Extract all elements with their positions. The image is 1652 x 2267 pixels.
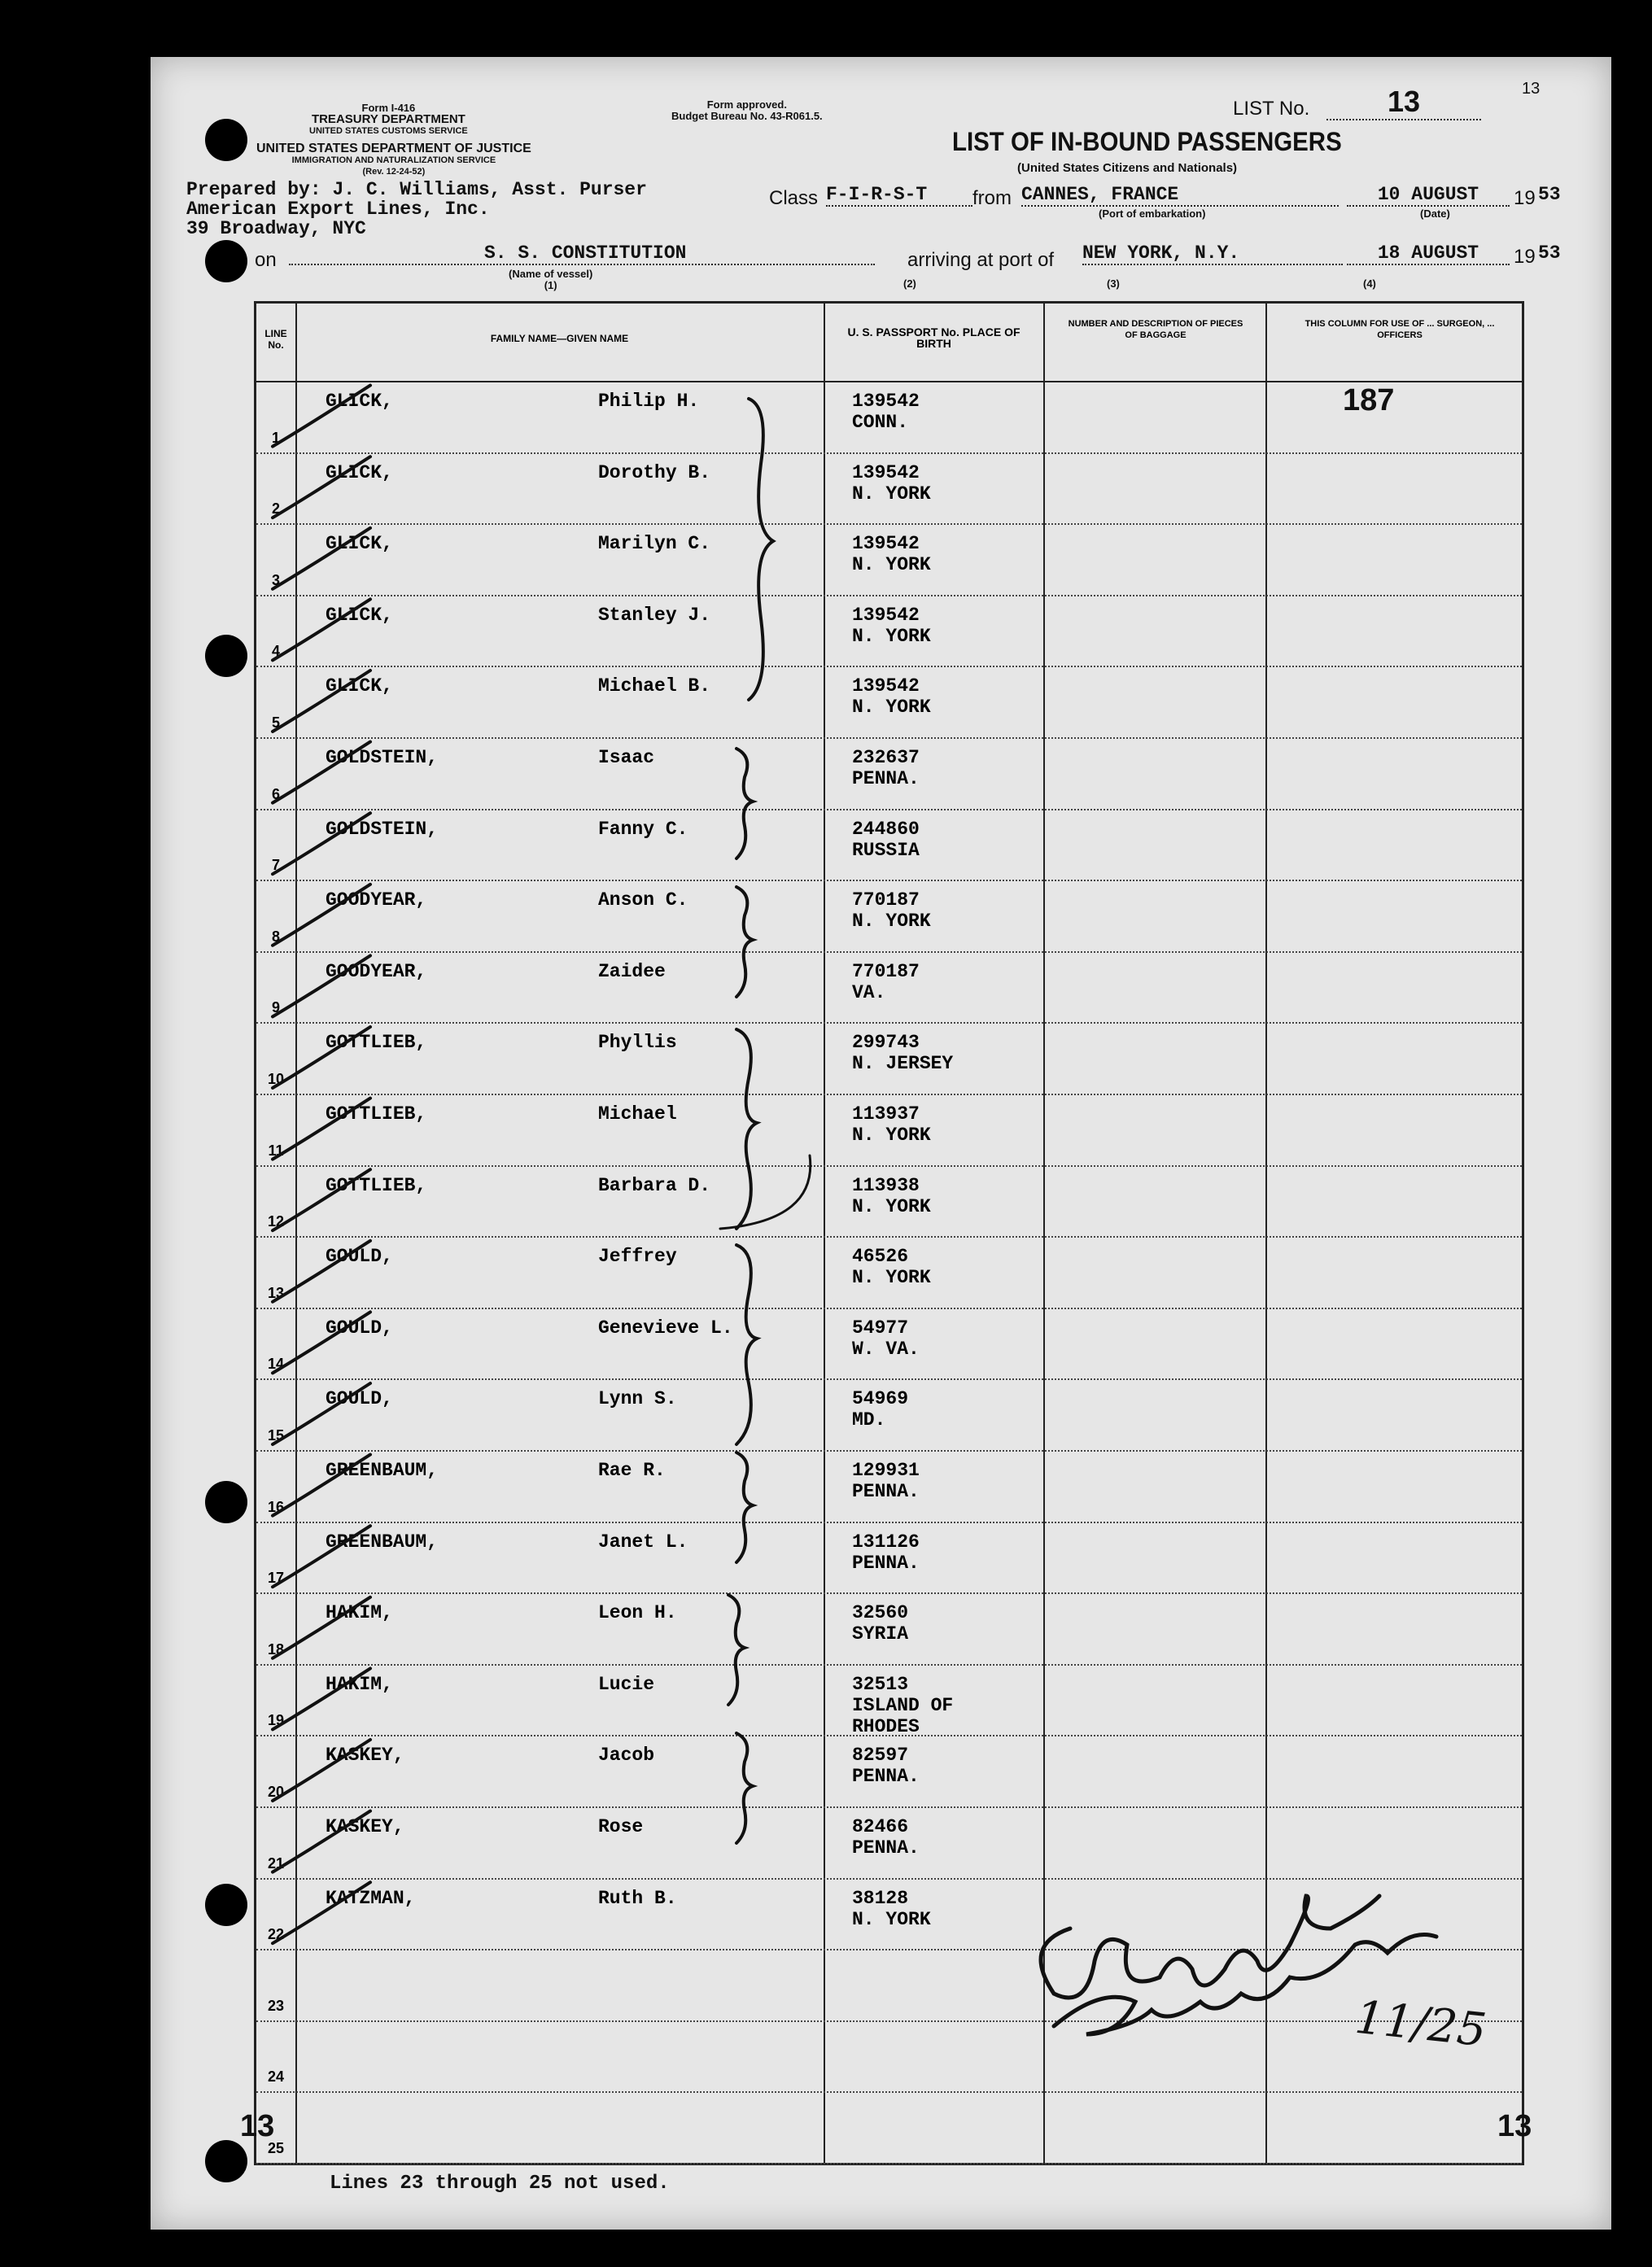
passport-number: 38128 <box>852 1887 909 1909</box>
line-number: 21 <box>267 1854 285 1872</box>
embark-port: CANNES, FRANCE <box>1021 184 1339 207</box>
col-header-officers: THIS COLUMN FOR USE OF ... SURGEON, ... OFFICERS <box>1305 319 1495 340</box>
family-name: GOULD, <box>326 1317 393 1339</box>
passport-number: 46526 <box>852 1246 909 1268</box>
line-number: 15 <box>267 1427 285 1444</box>
given-name: Jeffrey <box>598 1246 677 1268</box>
family-name: GREENBAUM, <box>326 1531 439 1553</box>
place-of-birth: N. YORK <box>852 483 931 505</box>
passport-number: 32560 <box>852 1602 909 1624</box>
family-name: GREENBAUM, <box>326 1460 439 1481</box>
family-name: GLICK, <box>326 461 393 483</box>
place-of-birth: N. YORK <box>852 625 931 647</box>
family-name: HAKIM, <box>326 1602 393 1624</box>
family-name: GLICK, <box>326 391 393 412</box>
class-label: Class <box>769 187 819 209</box>
brace-glick <box>749 399 773 700</box>
signature <box>1041 1896 1436 2034</box>
treasury-dept: TREASURY DEPARTMENT <box>311 112 465 126</box>
given-name: Isaac <box>598 747 655 768</box>
given-name: Janet L. <box>598 1531 688 1553</box>
line-number: 22 <box>267 1926 285 1943</box>
family-name: GLICK, <box>326 604 393 626</box>
place-of-birth: N. JERSEY <box>852 1053 954 1075</box>
col-header-line: LINE No. <box>264 328 287 351</box>
line-number: 19 <box>267 1712 285 1729</box>
given-name: Anson C. <box>598 889 688 911</box>
place-of-birth: CONN. <box>852 412 909 433</box>
col-cap-2: (2) <box>903 277 916 290</box>
place-of-birth: N. YORK <box>852 1908 931 1930</box>
arrival-year: 53 <box>1538 242 1561 264</box>
line-number: 5 <box>271 714 280 731</box>
family-name: GOTTLIEB, <box>326 1174 427 1196</box>
place-of-birth: VA. <box>852 981 886 1003</box>
circle-annotation <box>720 1155 811 1229</box>
officer-count: 187 <box>1343 383 1395 417</box>
brace-goodyear <box>736 887 753 997</box>
page-title: LIST OF IN-BOUND PASSENGERS <box>952 127 1342 156</box>
col-header-name: FAMILY NAME—GIVEN NAME <box>490 333 629 344</box>
page-mark-left: 13 <box>240 2109 275 2143</box>
class-value: F-I-R-S-T <box>826 184 972 207</box>
page-mark-right: 13 <box>1497 2109 1532 2143</box>
passport-number: 139542 <box>852 604 920 626</box>
given-name: Zaidee <box>598 960 666 982</box>
passport-number: 770187 <box>852 960 920 982</box>
line-number: 24 <box>267 2068 285 2086</box>
family-name: GOTTLIEB, <box>326 1103 427 1125</box>
passport-number: 131126 <box>852 1531 920 1553</box>
line-number: 2 <box>271 500 280 518</box>
col-cap-4: (4) <box>1363 277 1376 290</box>
line-number: 4 <box>271 643 280 660</box>
family-name: GOLDSTEIN, <box>326 818 439 840</box>
list-number-label: LIST No. <box>1233 98 1310 120</box>
col-header-passport: U. S. PASSPORT No. PLACE OF BIRTH <box>847 325 1020 350</box>
form-approved: Form approved. <box>706 98 787 111</box>
arrival-date: 18 AUGUST <box>1347 242 1510 265</box>
place-of-birth: W. VA. <box>852 1338 920 1360</box>
place-of-birth: N. YORK <box>852 911 931 933</box>
line-number: 20 <box>267 1784 285 1800</box>
given-name: Rae R. <box>598 1460 666 1481</box>
passport-number: 139542 <box>852 391 920 412</box>
line-number: 23 <box>267 1997 285 2014</box>
passport-number: 770187 <box>852 889 920 911</box>
line-number: 17 <box>267 1570 285 1587</box>
family-name: GOULD, <box>326 1246 393 1268</box>
place-of-birth: RUSSIA <box>852 839 920 861</box>
line-number: 11 <box>268 1142 284 1159</box>
family-name: KASKEY, <box>326 1745 404 1767</box>
date-caption: (Date) <box>1420 207 1450 220</box>
vessel-caption: (Name of vessel) (1) <box>509 268 593 291</box>
line-number: 18 <box>267 1640 285 1658</box>
brace-greenbaum <box>736 1452 753 1562</box>
given-name: Leon H. <box>598 1602 677 1624</box>
place-of-birth: PENNA. <box>852 1481 920 1502</box>
company-name: American Export Lines, Inc. <box>186 199 490 220</box>
depart-year: 53 <box>1538 184 1561 205</box>
passport-number: 232637 <box>852 747 920 768</box>
on-label: on <box>255 249 277 271</box>
depart-date: 10 AUGUST <box>1347 184 1510 207</box>
list-number: 13 <box>1326 85 1481 120</box>
line-number: 25 <box>267 2140 285 2156</box>
col-header-baggage: NUMBER AND DESCRIPTION OF PIECES OF BAGGAGE <box>1068 319 1243 340</box>
place-of-birth: N. YORK <box>852 554 931 576</box>
prepared-label: Prepared by: <box>186 179 321 200</box>
budget-bureau: Budget Bureau No. 43-R061.5. <box>671 110 823 122</box>
brace-hakim <box>728 1595 745 1705</box>
family-name: KASKEY, <box>326 1816 404 1837</box>
line-number: 8 <box>271 928 280 945</box>
place-of-birth: PENNA. <box>852 1837 920 1859</box>
signature-fraction: 11/25 <box>1353 1990 1489 2058</box>
depart-year-prefix: 19 <box>1514 187 1536 209</box>
line-number: 12 <box>267 1213 285 1230</box>
family-name: GOLDSTEIN, <box>326 747 439 768</box>
arrival-port: NEW YORK, N.Y. <box>1082 242 1343 265</box>
given-name: Fanny C. <box>598 818 688 840</box>
place-of-birth: PENNA. <box>852 1552 920 1574</box>
given-name: Lucie <box>598 1673 655 1695</box>
given-name: Michael <box>598 1103 677 1125</box>
given-name: Jacob <box>598 1745 655 1767</box>
family-name: GOULD, <box>326 1388 393 1410</box>
given-name: Rose <box>598 1816 644 1837</box>
place-of-birth: N. YORK <box>852 1125 931 1146</box>
place-of-birth: PENNA. <box>852 1766 920 1788</box>
document-sheet <box>151 57 1611 2230</box>
arriving-label: arriving at port of <box>907 249 1055 271</box>
given-name: Stanley J. <box>598 604 711 626</box>
arrival-year-prefix: 19 <box>1514 246 1536 268</box>
given-name: Philip H. <box>598 391 700 412</box>
line-number: 1 <box>271 429 280 446</box>
line-number: 6 <box>271 785 280 802</box>
col-cap-3: (3) <box>1107 277 1120 290</box>
family-name: KATZMAN, <box>326 1887 416 1909</box>
place-of-birth: PENNA. <box>852 768 920 789</box>
from-label: from <box>972 187 1012 209</box>
customs-service: UNITED STATES CUSTOMS SERVICE <box>309 126 468 136</box>
place-of-birth: MD. <box>852 1409 886 1431</box>
given-name: Marilyn C. <box>598 533 711 555</box>
passport-number: 54969 <box>852 1388 909 1410</box>
family-name: GLICK, <box>326 533 393 555</box>
place-of-birth: SYRIA <box>852 1623 909 1645</box>
page-subtitle: (United States Citizens and Nationals) <box>1017 161 1238 175</box>
family-name: GOTTLIEB, <box>326 1032 427 1054</box>
line-number: 3 <box>271 571 280 588</box>
brace-kaskey <box>736 1733 753 1843</box>
line-number: 7 <box>271 857 280 874</box>
passport-number: 113938 <box>852 1174 920 1196</box>
handwriting-layer <box>151 57 1611 2230</box>
place-of-birth: ISLAND OF RHODES <box>852 1694 954 1737</box>
place-of-birth: N. YORK <box>852 697 931 719</box>
family-name: HAKIM, <box>326 1673 393 1695</box>
brace-gould <box>736 1245 757 1444</box>
place-of-birth: N. YORK <box>852 1267 931 1289</box>
line-number: 9 <box>271 999 280 1016</box>
passport-number: 54977 <box>852 1317 909 1339</box>
family-name: GOODYEAR, <box>326 960 427 982</box>
passport-number: 299743 <box>852 1032 920 1054</box>
vessel-name: S. S. CONSTITUTION <box>289 242 875 265</box>
prepared-name: J. C. Williams, Asst. Purser <box>332 179 647 200</box>
line-number: 16 <box>267 1498 285 1515</box>
given-name: Ruth B. <box>598 1887 677 1909</box>
passport-number: 139542 <box>852 533 920 555</box>
company-address: 39 Broadway, NYC <box>186 218 366 239</box>
ins-title: IMMIGRATION AND NATURALIZATION SERVICE <box>291 155 496 165</box>
footer-note: Lines 23 through 25 not used. <box>330 2173 670 2195</box>
family-name: GLICK, <box>326 675 393 697</box>
doj-title: UNITED STATES DEPARTMENT OF JUSTICE <box>256 142 531 155</box>
check-marks <box>273 386 370 1944</box>
passport-number: 113937 <box>852 1103 920 1125</box>
passport-number: 139542 <box>852 675 920 697</box>
passport-number: 32513 <box>852 1673 909 1695</box>
form-number: Form I-416 <box>361 102 416 114</box>
given-name: Barbara D. <box>598 1174 711 1196</box>
rev-date: (Rev. 12-24-52) <box>362 167 426 177</box>
place-of-birth: N. YORK <box>852 1195 931 1217</box>
line-number: 13 <box>267 1284 285 1301</box>
embark-caption: (Port of embarkation) <box>1099 207 1206 220</box>
given-name: Genevieve L. <box>598 1317 733 1339</box>
brace-gottlieb <box>736 1029 757 1229</box>
passport-number: 82597 <box>852 1745 909 1767</box>
given-name: Lynn S. <box>598 1388 677 1410</box>
passport-number: 244860 <box>852 818 920 840</box>
passport-number: 139542 <box>852 461 920 483</box>
brace-goldstein <box>736 749 753 858</box>
line-number: 14 <box>267 1356 285 1373</box>
line-number: 10 <box>267 1071 285 1087</box>
family-name: GOODYEAR, <box>326 889 427 911</box>
given-name: Dorothy B. <box>598 461 711 483</box>
passport-number: 129931 <box>852 1460 920 1481</box>
given-name: Phyllis <box>598 1032 677 1054</box>
corner-number: 13 <box>1522 80 1541 98</box>
passport-number: 82466 <box>852 1816 909 1837</box>
given-name: Michael B. <box>598 675 711 697</box>
